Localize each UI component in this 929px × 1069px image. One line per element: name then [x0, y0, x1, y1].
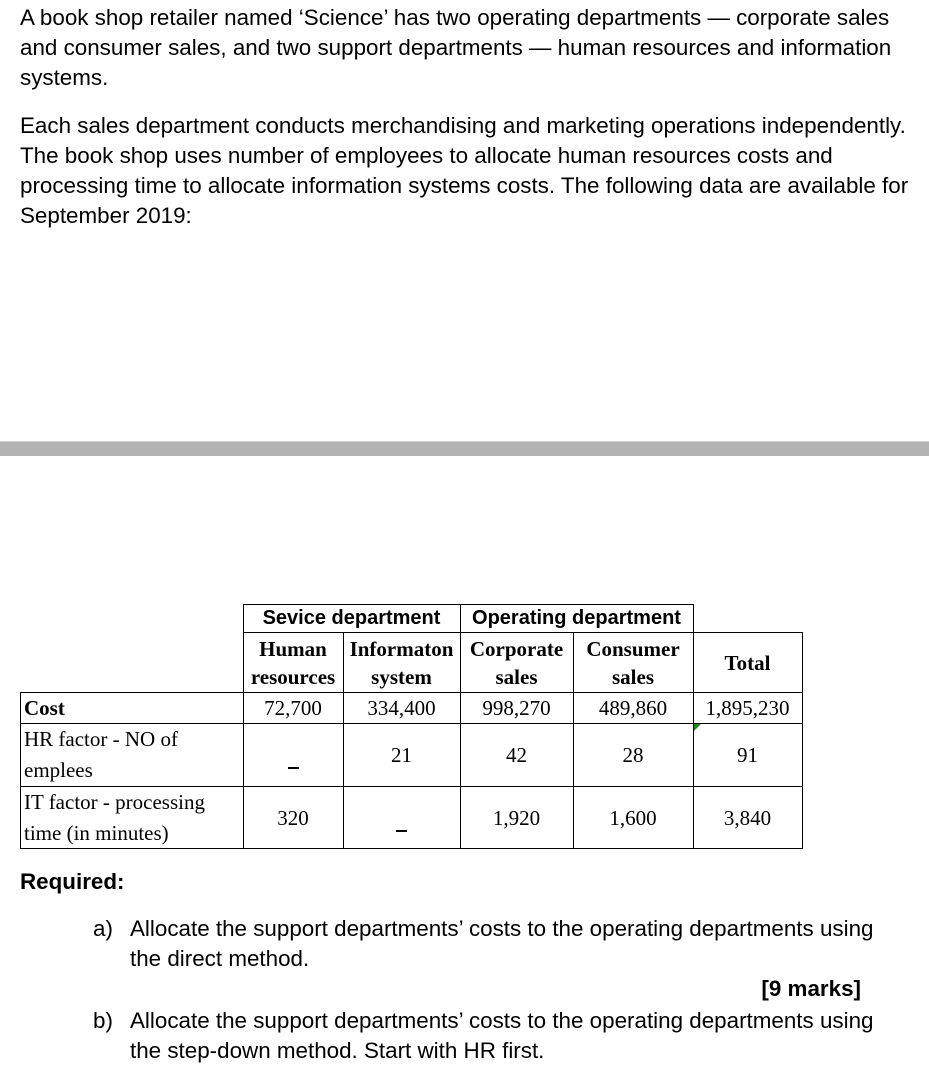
- cell-hr-factor-total: 91: [737, 743, 758, 767]
- row-label-hr-factor: HR factor - NO of emplees: [24, 727, 178, 782]
- col-header-hr: Human resources: [250, 637, 336, 689]
- question-a-marks: [9 marks]: [761, 976, 861, 1001]
- cell-cost-is: 334,400: [367, 696, 436, 720]
- question-a-label: a): [93, 916, 113, 941]
- col-header-corporate: Corporate sales: [469, 637, 564, 689]
- row-label-it-factor: IT factor - processing time (in minutes): [24, 790, 205, 845]
- cell-hr-factor-corporate: 42: [506, 743, 527, 767]
- col-header-total: Total: [724, 651, 771, 675]
- cell-it-factor-consumer: 1,600: [609, 806, 657, 830]
- cell-hr-factor-consumer: 28: [622, 743, 644, 767]
- col-header-is: Informaton system: [349, 637, 454, 689]
- cell-cost-total: 1,895,230: [705, 696, 790, 720]
- dash-mark: [288, 767, 299, 769]
- cell-it-factor-total: 3,840: [723, 806, 772, 830]
- cell-cost-corporate: 998,270: [482, 696, 551, 720]
- cell-it-factor-corporate: 1,920: [492, 806, 541, 830]
- cell-cost-hr: 72,700: [264, 696, 322, 720]
- cell-cost-consumer: 489,860: [598, 696, 668, 720]
- comment-marker-icon: [694, 724, 701, 731]
- intro-paragraph-1: A book shop retailer named ‘Science’ has two operating departments — corporate sales and consumer sales, and two support departments — human resources and information systems.: [20, 5, 892, 90]
- col-header-consumer: Consumer sales: [586, 637, 680, 689]
- required-heading: Required:: [20, 869, 125, 894]
- question-b-label: b): [93, 1008, 113, 1033]
- operating-department-header: Operating department: [472, 607, 681, 629]
- question-a-text: Allocate the support departments’ costs to the operating departments using the direct method.: [130, 916, 874, 971]
- row-label-cost: Cost: [24, 696, 65, 720]
- question-b-text: Allocate the support departments’ costs to the operating departments using the step-down method. Start with HR first.: [130, 1008, 874, 1063]
- cell-hr-factor-is: 21: [391, 743, 412, 767]
- service-department-header: Sevice department: [262, 607, 441, 629]
- intro-paragraph-2: Each sales department conducts merchandising and marketing operations independently. The book shop uses number of employees to allocate human resources costs and processing time to allocate information systems costs. The following data are available for September 2019:: [20, 113, 909, 228]
- dash-mark: [396, 830, 407, 832]
- cell-it-factor-hr: 320: [277, 806, 309, 830]
- cell-hr-factor-hr: [243, 750, 343, 773]
